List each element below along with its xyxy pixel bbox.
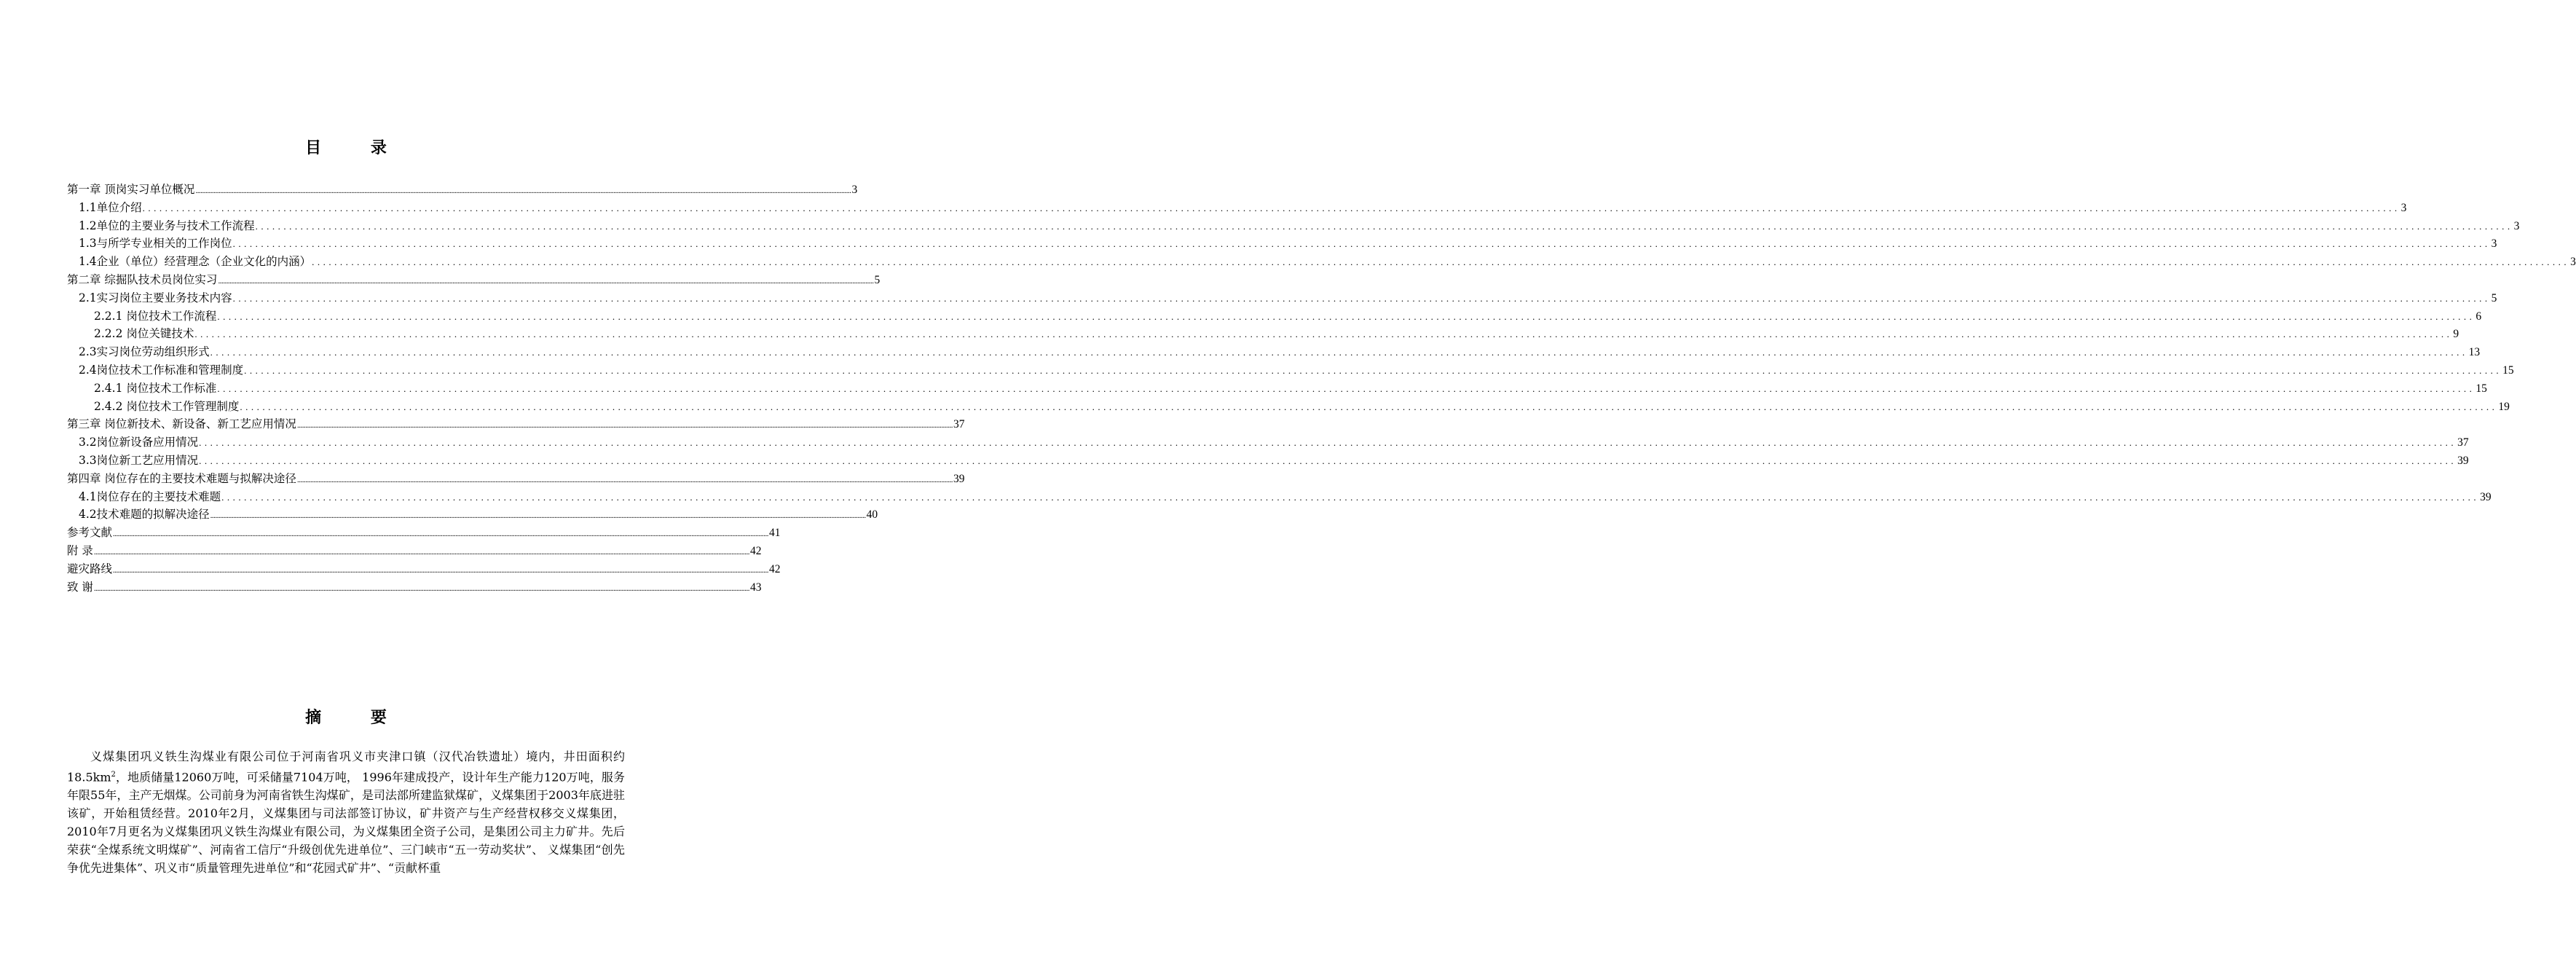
toc-leader-dots: ................................................................................................................................................................................................................................................................................................................................................................................................................ — [217, 382, 2475, 394]
toc-leader-dots: ................................................................................................................................................................................................................................................................................................................................................................................................................ — [244, 364, 2502, 376]
toc-entry-page: 3 — [2570, 256, 2576, 269]
toc-entry[interactable] — [67, 524, 781, 542]
table-of-contents — [67, 181, 2576, 596]
toc-leader-dots: ................................................................................................................................................................................................................................................................................................................................................................................................................ — [199, 437, 2457, 449]
toc-entry[interactable] — [67, 325, 2459, 343]
toc-entry-label: 2.4.2 岗位技术工作管理制度 — [94, 398, 240, 416]
toc-entry[interactable] — [67, 560, 781, 578]
toc-leader-dots: ................................................................................................................................................................................................................................................................................................................................................................................................................ — [296, 475, 953, 484]
toc-entry-page: 39 — [953, 472, 965, 485]
toc-entry-label: 2.1实习岗位主要业务技术内容 — [79, 289, 233, 307]
toc-entry[interactable] — [67, 398, 2510, 416]
toc-entry-label: 1.3与所学专业相关的工作岗位 — [79, 235, 233, 253]
toc-leader-dots: ................................................................................................................................................................................................................................................................................................................................................................................................................ — [210, 347, 2468, 358]
toc-entry-page: 37 — [953, 418, 965, 431]
toc-entry[interactable] — [67, 289, 2497, 307]
toc-entry[interactable] — [67, 380, 2487, 398]
abstract-title: 摘 要 — [305, 708, 409, 727]
toc-entry[interactable] — [67, 578, 762, 597]
toc-entry[interactable] — [67, 217, 2520, 235]
toc-entry[interactable] — [67, 415, 965, 433]
toc-entry-page: 5 — [874, 273, 881, 286]
toc-entry-label: 第二章 综掘队技术员岗位实习 — [67, 271, 218, 289]
toc-entry-page: 9 — [2453, 328, 2459, 341]
toc-entry-label: 第四章 岗位存在的主要技术难题与拟解决途径 — [67, 470, 297, 488]
toc-leader-dots: ................................................................................................................................................................................................................................................................................................................................................................................................................ — [218, 276, 874, 286]
abstract-body — [67, 747, 625, 877]
toc-entry-page: 13 — [2468, 346, 2481, 359]
toc-entry-page: 15 — [2475, 382, 2487, 395]
toc-leader-dots: ................................................................................................................................................................................................................................................................................................................................................................................................................ — [113, 530, 769, 539]
toc-entry[interactable] — [67, 542, 762, 560]
toc-entry-page: 3 — [2491, 237, 2497, 251]
toc-entry-label: 避灾路线 — [67, 560, 113, 578]
toc-entry[interactable] — [67, 343, 2481, 361]
toc-entry-page: 39 — [2457, 454, 2469, 467]
toc-entry-page: 3 — [851, 184, 858, 196]
toc-leader-dots: ................................................................................................................................................................................................................................................................................................................................................................................................................ — [194, 329, 2453, 340]
toc-entry-page: 3 — [2513, 219, 2520, 232]
toc-entry-page: 43 — [749, 581, 762, 594]
toc-entry-page: 39 — [2480, 490, 2492, 503]
toc-entry-label: 第一章 顶岗实习单位概况 — [67, 181, 195, 199]
toc-entry[interactable] — [67, 488, 2492, 506]
toc-entry-label: 第三章 岗位新技术、新设备、新工艺应用情况 — [67, 415, 297, 433]
toc-entry-page: 42 — [749, 544, 762, 557]
toc-entry-label: 2.2.2 岗位关键技术 — [94, 325, 194, 343]
toc-entry-label: 3.2岗位新设备应用情况 — [79, 433, 199, 452]
toc-leader-dots: ................................................................................................................................................................................................................................................................................................................................................................................................................ — [217, 310, 2475, 322]
toc-entry-label: 3.3岗位新工艺应用情况 — [79, 452, 199, 470]
toc-entry[interactable] — [67, 181, 858, 199]
toc-leader-dots: ................................................................................................................................................................................................................................................................................................................................................................................................................ — [142, 202, 2400, 213]
toc-leader-dots: ................................................................................................................................................................................................................................................................................................................................................................................................................ — [199, 455, 2457, 466]
toc-leader-dots: ................................................................................................................................................................................................................................................................................................................................................................................................................ — [113, 565, 769, 575]
toc-entry-page: 5 — [2491, 291, 2497, 304]
toc-entry[interactable] — [67, 271, 881, 289]
toc-leader-dots: ................................................................................................................................................................................................................................................................................................................................................................................................................ — [232, 292, 2491, 304]
toc-entry-label: 4.1岗位存在的主要技术难题 — [79, 488, 221, 506]
toc-entry-page: 19 — [2498, 400, 2510, 413]
toc-entry-label: 附 录 — [67, 542, 94, 560]
toc-entry-label: 参考文献 — [67, 524, 113, 542]
toc-leader-dots: ................................................................................................................................................................................................................................................................................................................................................................................................................ — [312, 256, 2570, 268]
toc-entry[interactable] — [67, 470, 965, 488]
toc-entry[interactable] — [67, 452, 2469, 470]
toc-entry-label: 2.4岗位技术工作标准和管理制度 — [79, 361, 244, 380]
toc-entry[interactable] — [67, 253, 2576, 271]
toc-entry[interactable] — [67, 199, 2407, 217]
toc-leader-dots: ................................................................................................................................................................................................................................................................................................................................................................................................................ — [296, 421, 953, 430]
toc-leader-dots: ................................................................................................................................................................................................................................................................................................................................................................................................................ — [240, 401, 2498, 412]
toc-leader-dots: ................................................................................................................................................................................................................................................................................................................................................................................................................ — [93, 547, 749, 557]
toc-entry-page: 40 — [866, 508, 878, 522]
toc-entry-page: 42 — [769, 562, 781, 575]
toc-entry-label: 致 谢 — [67, 578, 94, 597]
toc-leader-dots: ................................................................................................................................................................................................................................................................................................................................................................................................................ — [195, 186, 851, 195]
toc-entry[interactable] — [67, 433, 2469, 452]
toc-entry[interactable] — [67, 235, 2497, 253]
toc-title: 目 录 — [305, 138, 409, 157]
toc-entry-page: 37 — [2457, 436, 2469, 449]
toc-entry-label: 1.1单位介绍 — [79, 199, 143, 217]
toc-entry-label: 2.4.1 岗位技术工作标准 — [94, 380, 217, 398]
toc-entry-label: 1.4企业（单位）经营理念（企业文化的内涵） — [79, 253, 312, 271]
toc-entry-label: 2.2.1 岗位技术工作流程 — [94, 307, 217, 326]
toc-entry-page: 15 — [2502, 363, 2514, 377]
toc-entry[interactable] — [67, 506, 878, 524]
toc-entry-page: 41 — [769, 527, 781, 540]
toc-entry[interactable] — [67, 361, 2514, 380]
toc-entry[interactable] — [67, 307, 2482, 326]
toc-leader-dots: ................................................................................................................................................................................................................................................................................................................................................................................................................ — [221, 491, 2480, 503]
toc-leader-dots: ................................................................................................................................................................................................................................................................................................................................................................................................................ — [210, 511, 866, 521]
toc-leader-dots: ................................................................................................................................................................................................................................................................................................................................................................................................................ — [232, 238, 2491, 250]
toc-entry-page: 6 — [2475, 310, 2482, 323]
toc-leader-dots: ................................................................................................................................................................................................................................................................................................................................................................................................................ — [93, 583, 749, 593]
abstract-text-part-1: 义煤集团巩义铁生沟煤业有限公司位于河南省巩义市夹津口镇（汉代冶铁遗址）境内，井田面积约18.5km — [67, 750, 625, 785]
abstract-text-part-2: ，地质储量12060万吨，可采储量7104万吨， 1996年建成投产，设计年生产能力120万吨，服务年限55年，主产无烟煤。公司前身为河南省铁生沟煤矿，是司法部所建监狱煤矿，义煤集团于2003年底进驻该矿，开始租赁经营。2010年2月，义煤集团与司法部签订协议，矿井资产与生产经营权移交义煤集团，2010年7月更名为义煤集团巩义铁生沟煤业有限公司，为义煤集团全资子公司，是集团公司主力矿井。先后荣获“全煤系统文明煤矿”、河南省工信厅“升级创优先进单位”、三门峡市“五一劳动奖状”、 义煤集团“创先争优先进集体”、巩义市“质量管理先进单位”和“花园式矿井”、“贡献杯重 — [67, 770, 625, 876]
toc-entry-page: 3 — [2400, 201, 2407, 214]
toc-leader-dots: ................................................................................................................................................................................................................................................................................................................................................................................................................ — [255, 220, 2513, 232]
toc-entry-label: 1.2单位的主要业务与技术工作流程 — [79, 217, 256, 235]
toc-entry-label: 4.2技术难题的拟解决途径 — [79, 506, 210, 524]
toc-entry-label: 2.3实习岗位劳动组织形式 — [79, 343, 210, 361]
abstract-superscript: 2 — [111, 771, 116, 779]
